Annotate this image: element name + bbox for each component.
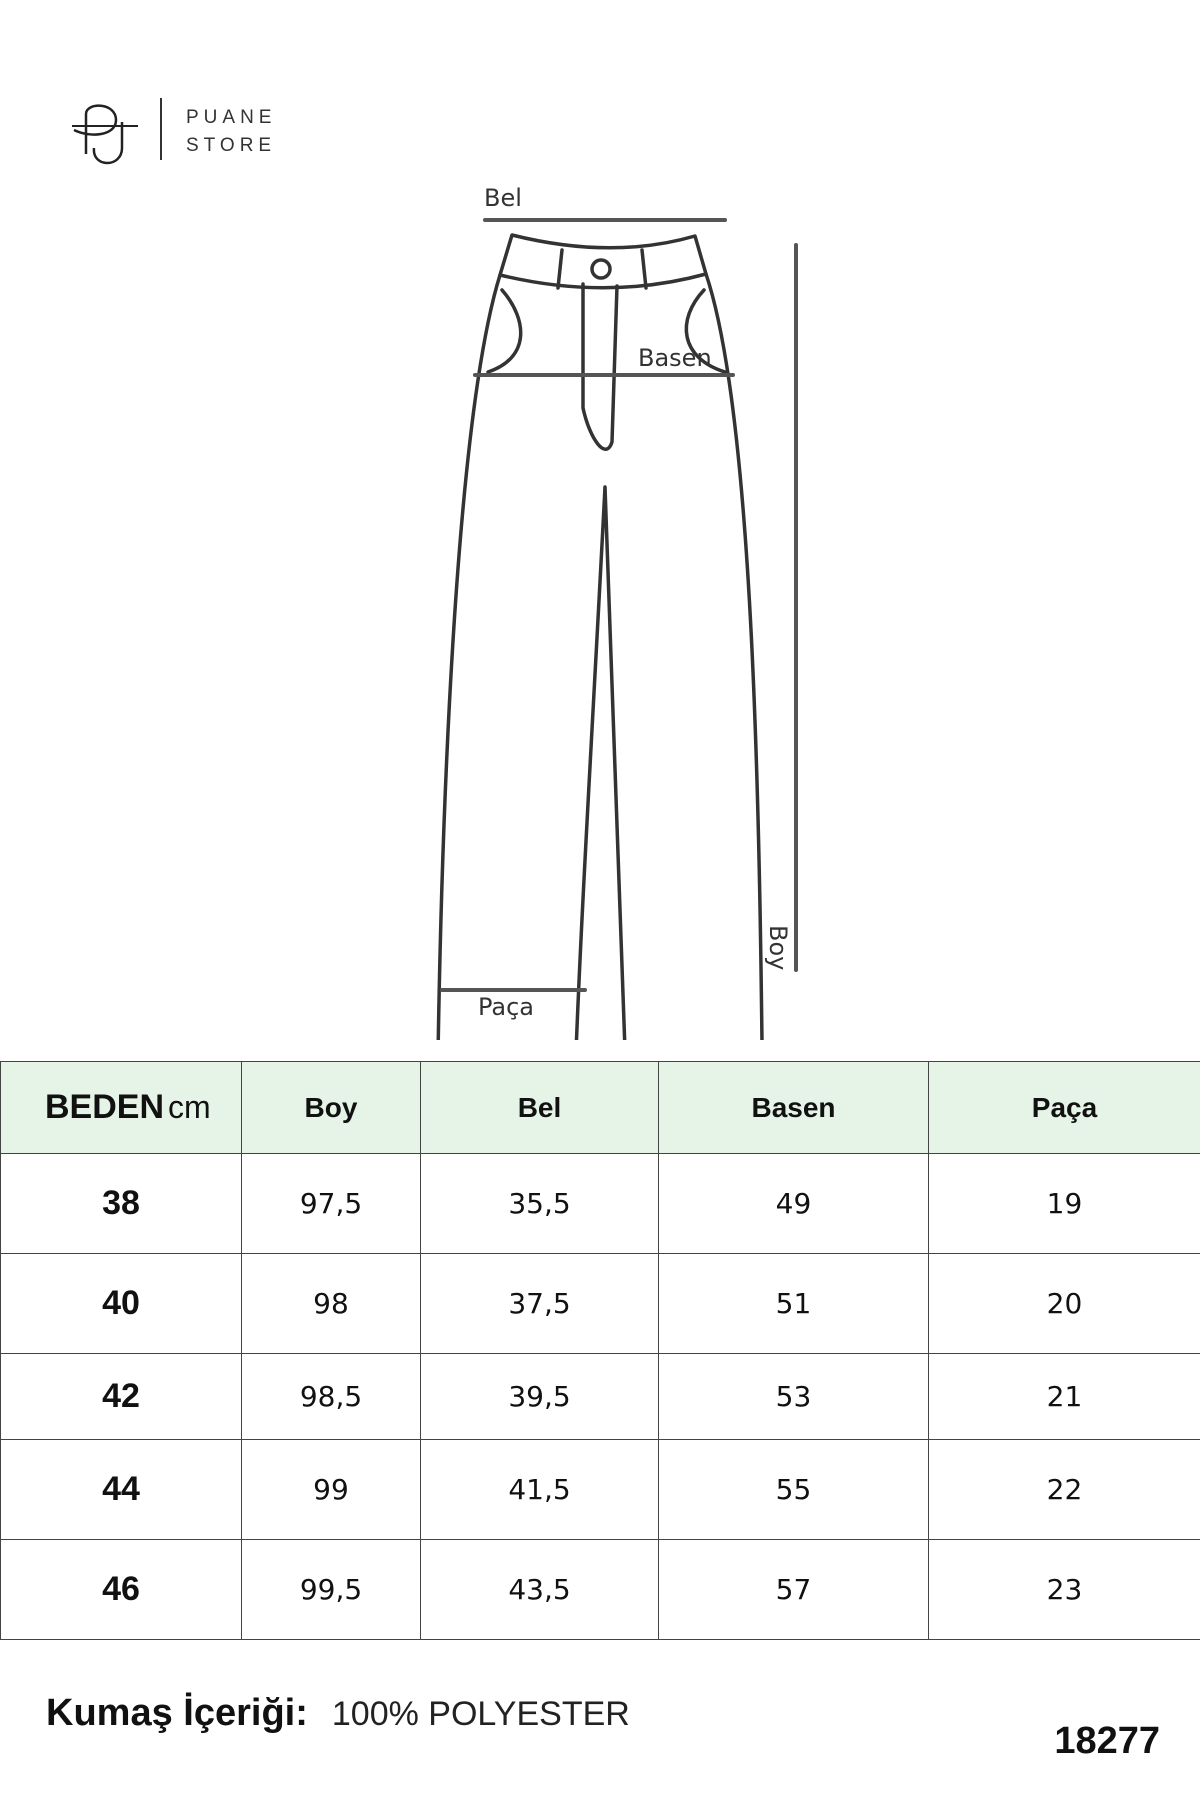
brand-logo — [64, 92, 304, 172]
pants-measurement-diagram — [0, 180, 1200, 1040]
cell-paca: 20 — [929, 1254, 1200, 1354]
table-header-row — [1, 1062, 1200, 1154]
cell-paca: 21 — [929, 1354, 1200, 1440]
table-row — [1, 1540, 1200, 1640]
hem-label: Paça — [478, 993, 535, 1021]
cell-boy: 97,5 — [242, 1154, 421, 1254]
pants-drawing — [0, 180, 1200, 1040]
cell-boy: 98,5 — [242, 1354, 421, 1440]
product-code: 18277 — [1054, 1720, 1160, 1762]
cell-paca: 19 — [929, 1154, 1200, 1254]
header-unit: cm — [168, 1089, 211, 1125]
size-chart-table — [0, 1061, 1200, 1640]
cell-basen: 53 — [659, 1354, 929, 1440]
cell-size: 40 — [1, 1254, 242, 1354]
pants-fly — [583, 284, 617, 449]
pants-button — [592, 260, 610, 278]
cell-paca: 23 — [929, 1540, 1200, 1640]
hip-label: Basen — [638, 344, 712, 372]
cell-basen: 49 — [659, 1154, 929, 1254]
belt-loop-right — [642, 250, 646, 288]
header-boy: Boy — [242, 1062, 421, 1154]
cell-bel: 39,5 — [421, 1354, 659, 1440]
header-size — [1, 1062, 242, 1154]
cell-boy: 98 — [242, 1254, 421, 1354]
cell-boy: 99,5 — [242, 1540, 421, 1640]
waist-label: Bel — [484, 184, 522, 212]
header-size-label: BEDEN — [45, 1088, 165, 1126]
table-row — [1, 1354, 1200, 1440]
header-bel: Bel — [421, 1062, 659, 1154]
cell-size: 42 — [1, 1354, 242, 1440]
cell-bel: 35,5 — [421, 1154, 659, 1254]
cell-bel: 37,5 — [421, 1254, 659, 1354]
cell-size: 38 — [1, 1154, 242, 1254]
pj-monogram-icon — [64, 92, 144, 172]
fabric-label: Kumaş İçeriği: — [46, 1692, 308, 1734]
cell-size: 46 — [1, 1540, 242, 1640]
fabric-content — [46, 1692, 630, 1740]
cell-boy: 99 — [242, 1440, 421, 1540]
brand-name-line1: PUANE — [186, 107, 277, 128]
belt-loop-left — [558, 250, 562, 288]
table-row — [1, 1154, 1200, 1254]
fabric-value: 100% POLYESTER — [331, 1695, 630, 1733]
table-row — [1, 1440, 1200, 1540]
cell-bel: 41,5 — [421, 1440, 659, 1540]
pants-outline — [437, 274, 763, 1040]
cell-size: 44 — [1, 1440, 242, 1540]
cell-basen: 51 — [659, 1254, 929, 1354]
header-paca: Paça — [929, 1062, 1200, 1154]
cell-bel: 43,5 — [421, 1540, 659, 1640]
cell-basen: 57 — [659, 1540, 929, 1640]
logo-divider — [160, 98, 162, 160]
cell-paca: 22 — [929, 1440, 1200, 1540]
cell-basen: 55 — [659, 1440, 929, 1540]
length-label: Boy — [764, 925, 792, 971]
table-row — [1, 1254, 1200, 1354]
brand-name-line2: STORE — [186, 135, 277, 156]
header-basen: Basen — [659, 1062, 929, 1154]
